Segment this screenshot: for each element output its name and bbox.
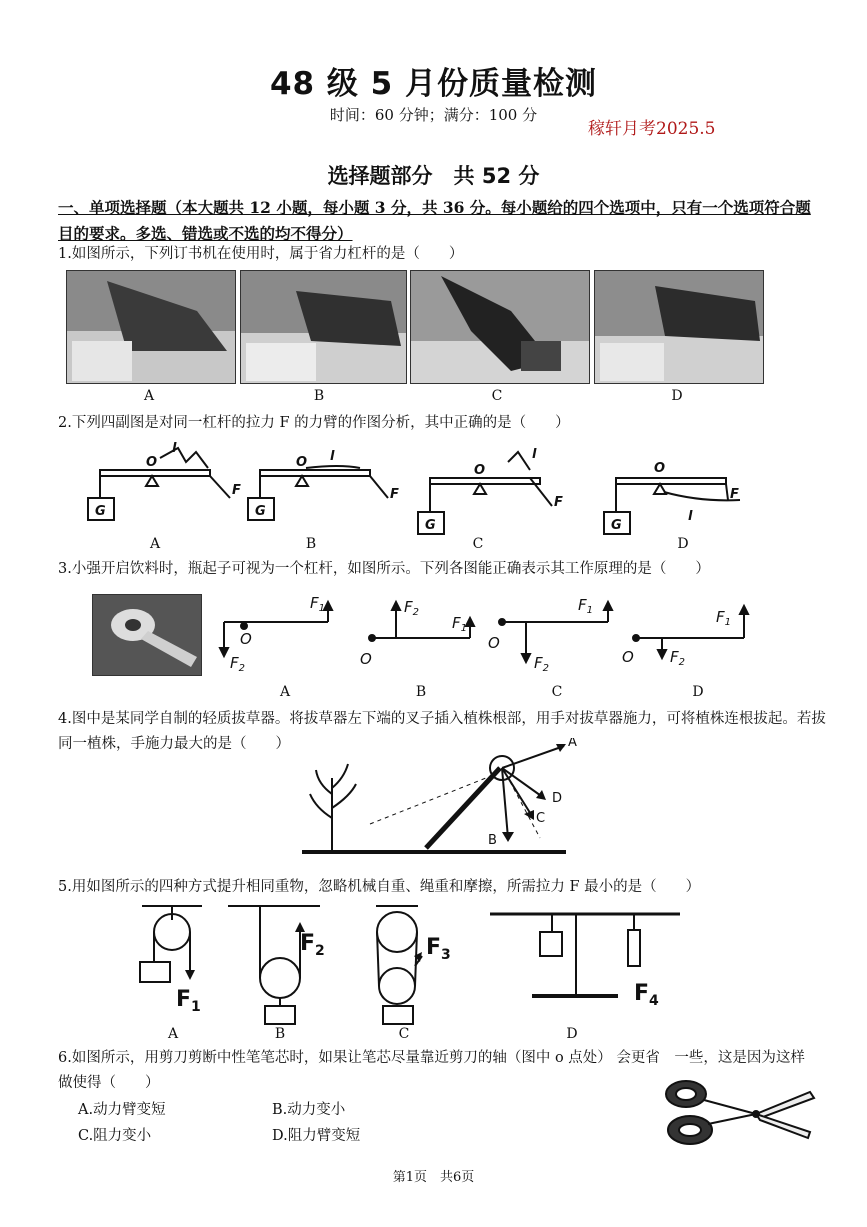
question-1-photo-c xyxy=(410,270,590,384)
question-2-b-l: l xyxy=(330,449,335,464)
question-2-b-f: F xyxy=(390,487,399,502)
question-3-b-o: O xyxy=(360,650,372,668)
part-heading-text: 一、单项选择题（本大题共 12 小题，每小题 3 分，共 36 分。每小题给的四个选项中，只有一个选项符合题目的要求。多选、错选或不选的均不得分） xyxy=(58,198,811,243)
question-2-a-o: O xyxy=(146,455,158,470)
question-2-label-c: C xyxy=(472,536,484,552)
question-5-label-d: D xyxy=(566,1026,578,1042)
question-4-stem: 4.图中是某同学自制的轻质拔草器。将拔草器左下端的叉子插入植株根部，用手对拔草器施力，可将植株连根拔起。若拔同一植株，手施力最大的是（ ） xyxy=(58,711,826,752)
question-3-label-c: C xyxy=(551,684,563,700)
question-2-d-o: O xyxy=(654,461,666,476)
question-3-d-o: O xyxy=(622,648,634,666)
question-3-b-f2: $F_2$ xyxy=(404,598,420,618)
question-4-arrow-b: B xyxy=(488,833,497,848)
question-1-label-d: D xyxy=(671,388,683,404)
question-6-stem: 6.如图所示，用剪刀剪断中性笔笔芯时，如果让笔芯尽量靠近剪刀的轴（图中 o 点处） 会更省 一些，这是因为这样做使得（ ） xyxy=(58,1050,805,1091)
question-2-c-f: F xyxy=(554,495,563,510)
question-2-c-g: G xyxy=(425,518,436,533)
question-2-d-l: l xyxy=(688,509,693,524)
question-1-label-c: C xyxy=(491,388,503,404)
question-3-a-o: O xyxy=(240,630,252,648)
question-5-pulley-diagrams xyxy=(120,896,700,1026)
question-3-c-o: O xyxy=(488,634,500,652)
question-1-stem: 1.如图所示，下列订书机在使用时，属于省力杠杆的是（ ） xyxy=(58,246,464,262)
question-5-label-c: C xyxy=(398,1026,410,1042)
question-6-option-c: C.阻力变小 xyxy=(78,1128,152,1144)
question-5-force-4: $F_4$ xyxy=(634,981,659,1009)
question-2-c-o: O xyxy=(474,463,486,478)
question-1-label-b: B xyxy=(313,388,325,404)
question-6-scissors-icon xyxy=(660,1074,820,1150)
question-2-label-d: D xyxy=(677,536,689,552)
question-5-stem: 5.用如图所示的四种方式提升相同重物，忽略机械自重、绳重和摩擦，所需拉力 F 最小的是（ ） xyxy=(58,879,701,895)
question-4-arrow-d: D xyxy=(552,791,563,806)
question-1-label-a: A xyxy=(143,388,155,404)
question-3-d-f2: $F_2$ xyxy=(670,648,686,668)
question-2-b-o: O xyxy=(296,455,308,470)
question-1-photo-b xyxy=(240,270,407,384)
exam-meta: 时间：60 分钟；满分：100 分 xyxy=(329,106,538,124)
question-2-label-b: B xyxy=(305,536,317,552)
question-3-a-f1: $F_1$ xyxy=(310,594,326,614)
question-5-label-a: A xyxy=(167,1026,179,1042)
question-3-lever-diagrams xyxy=(210,592,770,682)
question-4-arrow-a: A xyxy=(568,738,577,750)
question-5-label-b: B xyxy=(274,1026,286,1042)
question-2-stem: 2.下列四副图是对同一杠杆的拉力 F 的力臂的作图分析，其中正确的是（ ） xyxy=(58,415,570,431)
question-2-d-g: G xyxy=(611,518,622,533)
question-2-a-f: F xyxy=(232,483,241,498)
question-2-label-a: A xyxy=(149,536,161,552)
question-6-option-a: A.动力臂变短 xyxy=(78,1102,166,1118)
section-title: 选择题部分 共 52 分 xyxy=(327,164,540,188)
question-6-option-d: D.阻力臂变短 xyxy=(272,1128,361,1144)
part-heading xyxy=(58,195,818,247)
question-2-lever-diagrams xyxy=(60,440,820,550)
question-3-label-b: B xyxy=(415,684,427,700)
exam-title: 48 级 5 月份质量检测 xyxy=(269,66,598,102)
question-3-b-f1: $F_1$ xyxy=(452,614,468,634)
question-3-label-d: D xyxy=(692,684,704,700)
question-6-option-b: B.动力变小 xyxy=(272,1102,346,1118)
question-2-c-l: l xyxy=(532,447,537,462)
question-2-b-g: G xyxy=(255,504,266,519)
question-5-force-2: $F_2$ xyxy=(300,931,325,959)
question-5-force-3: $F_3$ xyxy=(426,935,451,963)
question-2-a-l: l xyxy=(172,441,177,456)
question-3-stem: 3.小强开启饮料时，瓶起子可视为一个杠杆，如图所示。下列各图能正确表示其工作原理的是（ ） xyxy=(58,561,710,577)
question-2-a-g: G xyxy=(95,504,106,519)
question-3-c-f2: $F_2$ xyxy=(534,654,550,674)
question-3-opener-photo xyxy=(92,594,202,676)
question-5-force-1: $F_1$ xyxy=(176,987,201,1015)
page-footer: 第1页 共6页 xyxy=(392,1170,475,1185)
question-1-photo-a xyxy=(66,270,236,384)
question-3-c-f1: $F_1$ xyxy=(578,596,594,616)
question-3-d-f1: $F_1$ xyxy=(716,608,732,628)
question-4-arrow-c: C xyxy=(536,811,546,826)
question-3-a-f2: $F_2$ xyxy=(230,654,246,674)
exam-stamp: 稼轩月考2025.5 xyxy=(588,119,716,139)
question-2-d-f: F xyxy=(730,487,739,502)
question-1-photo-d xyxy=(594,270,764,384)
question-4-weeder-diagram xyxy=(296,738,596,862)
question-3-label-a: A xyxy=(279,684,291,700)
